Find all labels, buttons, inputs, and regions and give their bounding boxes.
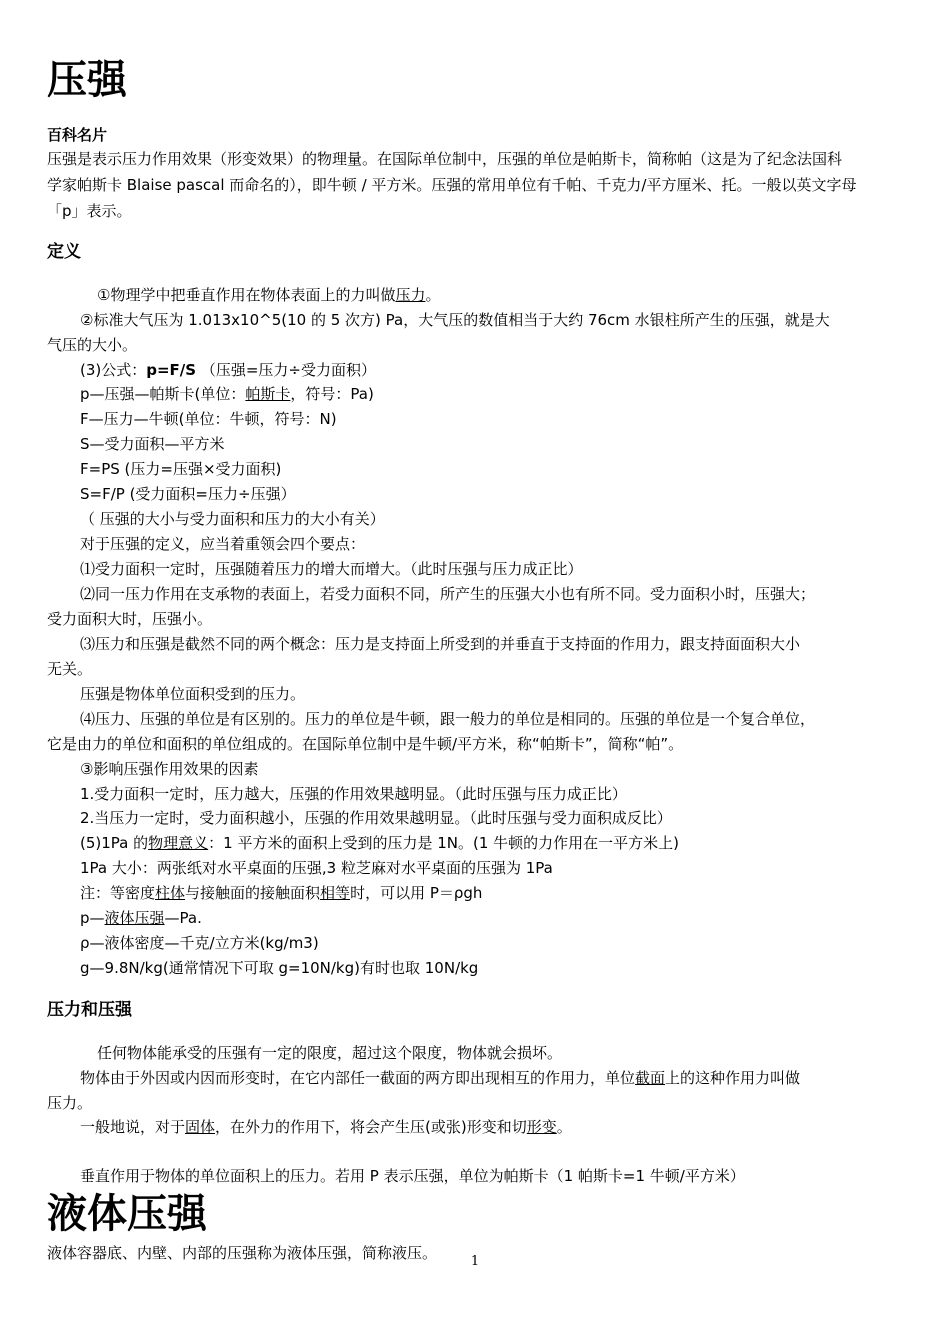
text: 。 (425, 286, 441, 304)
formula: p=F/S (146, 361, 197, 379)
intro-heading: 百科名片 (47, 126, 108, 144)
intro-line: 学家帕斯卡 Blaise pascal 而命名的），即牛顿 / 平方米。压强的常用单位有千帕、千克力/平方厘米、托。一般以英文字母 (47, 176, 857, 194)
liquid-line: 液体容器底、内壁、内部的压强称为液体压强，简称液压。 (47, 1244, 438, 1262)
text: ：1 平方米的面积上受到的压力是 1N。(1 牛顿的力作用在一平方米上) (208, 834, 680, 852)
text: （压强=压力÷受力面积） (196, 361, 376, 379)
link-pressure-force[interactable]: 压力 (395, 286, 426, 304)
text: p—压强—帕斯卡(单位： (80, 385, 246, 403)
definition-line: ρ—液体密度—千克/立方米(kg/m3) (80, 934, 319, 952)
text: 物体由于外因或内因而形变时，在它内部任一截面的两方即出现相互的作用力，单位 (80, 1069, 636, 1087)
text: 上的这种作用力叫做 (665, 1069, 801, 1087)
pressure-line (80, 1068, 800, 1088)
definition-line (97, 285, 440, 305)
definition-line: 2.当压力一定时，受力面积越小，压强的作用效果越明显。（此时压强与受力面积成反比） (80, 809, 672, 827)
intro-line: 压强是表示压力作用效果（形变效果）的物理量。在国际单位制中，压强的单位是帕斯卡，简称帕（这是为了纪念法国科 (47, 150, 843, 168)
link-section[interactable]: 截面 (635, 1069, 666, 1087)
definition-line: 无关。 (47, 660, 93, 678)
definition-line: ②标准大气压为 1.013x10^5(10 的 5 次方) Pa，大气压的数值相当于大约 76cm 水银柱所产生的压强，就是大 (80, 311, 830, 329)
formula-line (80, 360, 376, 380)
definition-line: g—9.8N/kg(通常情况下可取 g=10N/kg)有时也取 10N/kg (80, 959, 479, 977)
definition-line: 受力面积大时，压强小。 (47, 610, 213, 628)
pressure-line (80, 1117, 572, 1137)
definition-line (80, 833, 679, 853)
definition-line (80, 384, 374, 404)
page-number: 1 (470, 1254, 480, 1269)
definition-line: 1Pa 大小：两张纸对水平桌面的压强,3 粒芝麻对水平桌面的压强为 1Pa (80, 859, 553, 877)
definition-line: ⑷压力、压强的单位是有区别的。压力的单位是牛顿，跟一般力的单位是相同的。压强的单位是一个复合单位， (80, 710, 816, 728)
definition-line (80, 883, 482, 903)
pressure-line: 垂直作用于物体的单位面积上的压力。若用 P 表示压强，单位为帕斯卡（1 帕斯卡=1 牛顿/平方米） (80, 1167, 745, 1185)
definition-line: F—压力—牛顿(单位：牛顿，符号：N) (80, 410, 337, 428)
text: (3)公式： (80, 361, 147, 379)
link-pascal[interactable]: 帕斯卡 (245, 385, 291, 403)
pressure-line: 压力。 (47, 1094, 93, 1112)
definition-line: ⑶压力和压强是截然不同的两个概念：压力是支持面上所受到的并垂直于支持面的作用力，跟支持面面积大小 (80, 635, 801, 653)
text: 。 (556, 1118, 572, 1136)
text: 与接触面的接触面积 (185, 884, 321, 902)
text: p— (80, 909, 105, 927)
definition-line: 1.受力面积一定时，压力越大，压强的作用效果越明显。（此时压强与压力成正比） (80, 785, 627, 803)
link-physical-meaning[interactable]: 物理意义 (148, 834, 209, 852)
definition-line: S—受力面积—平方米 (80, 435, 225, 453)
definition-line (80, 908, 202, 928)
definition-line: 它是由力的单位和面积的单位组成的。在国际单位制中是牛顿/平方米，称“帕斯卡”，简称“帕”。 (47, 735, 684, 753)
section-heading-definition: 定义 (47, 242, 81, 262)
definition-line: S=F/P (受力面积=压力÷压强） (80, 485, 296, 503)
text: 注：等密度 (80, 884, 156, 902)
definition-line: 对于压强的定义，应当着重领会四个要点： (80, 535, 366, 553)
link-liquid-pressure[interactable]: 液体压强 (104, 909, 165, 927)
pressure-line: 任何物体能承受的压强有一定的限度，超过这个限度，物体就会损坏。 (97, 1044, 563, 1062)
definition-line: ⑵同一压力作用在支承物的表面上，若受力面积不同，所产生的压强大小也有所不同。受力面积小时，压强大； (80, 585, 816, 603)
text: 时，可以用 P＝ρgh (350, 884, 483, 902)
definition-line: ⑴受力面积一定时，压强随着压力的增大而增大。（此时压强与压力成正比） (80, 560, 583, 578)
link-deformation[interactable]: 形变 (526, 1118, 557, 1136)
text: ①物理学中把垂直作用在物体表面上的力叫做 (97, 286, 396, 304)
text: —Pa. (164, 909, 202, 927)
link-equal[interactable]: 相等 (320, 884, 351, 902)
section-heading-pressure: 压力和压强 (47, 1000, 132, 1020)
text: (5)1Pa 的 (80, 834, 149, 852)
definition-line: ③影响压强作用效果的因素 (80, 760, 259, 778)
link-solid[interactable]: 固体 (185, 1118, 216, 1136)
link-column[interactable]: 柱体 (155, 884, 186, 902)
definition-line: 气压的大小。 (47, 336, 138, 354)
page-title: 压强 (47, 56, 127, 103)
definition-line: F=PS (压力=压强×受力面积) (80, 460, 282, 478)
section-title-liquid-pressure: 液体压强 (47, 1190, 207, 1237)
intro-line: 「p」表示。 (47, 202, 132, 220)
text: 一般地说，对于 (80, 1118, 186, 1136)
definition-line: （ 压强的大小与受力面积和压力的大小有关） (80, 510, 385, 528)
definition-line: 压强是物体单位面积受到的压力。 (80, 685, 306, 703)
text: ，符号：Pa) (290, 385, 374, 403)
text: ，在外力的作用下，将会产生压(或张)形变和切 (215, 1118, 527, 1136)
